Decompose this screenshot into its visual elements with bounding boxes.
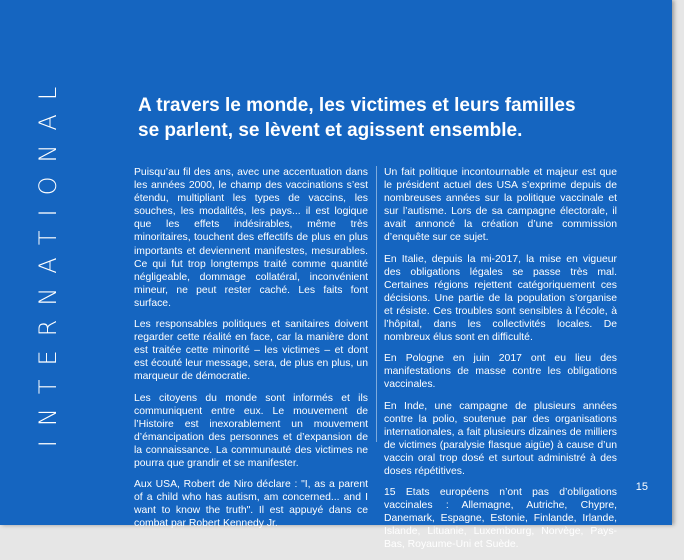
paragraph: 15 Etats européens n’ont pas d’obligations vaccinales : Allemagne, Autriche, Chypre, Danemark, Espagne, Estonie, Finlande, Irlande, Islande, Lituanie, Luxembourg, Norvège, Pays-Bas, Royaume-Uni et Suède. xyxy=(384,487,617,551)
paragraph: En Italie, depuis la mi-2017, la mise en vigueur des obligations légales se passe très mal. Certaines régions rejettent catégoriquement ces décisions. Une partie de la population s’organise et résiste. Ces troubles sont sensibles à l’école, à l’hôpital, dans les collectivités locales. De nombreux élus sont en difficulté. xyxy=(384,253,617,344)
column-divider xyxy=(376,166,377,442)
left-column xyxy=(134,166,368,538)
paragraph: Les citoyens du monde sont informés et ils communiquent entre eux. Le mouvement de l’Histoire est inexorablement un mouvement d’émancipation des personnes et d’expansion de la connaissance. La communauté des victimes ne pourra que grandir et se manifester. xyxy=(134,392,368,469)
paragraph: Un fait politique incontournable et majeur est que le président actuel des USA s’exprime depuis de nombreuses années sur la politique vaccinale et sur l’autisme. Lors de sa campagne électorale, il avait annoncé la création d’une commission d’enquête sur ce sujet. xyxy=(384,167,617,244)
paragraph: Aux USA, Robert de Niro déclare : "I, as a parent of a child who has autism, am concerned... and I want to know the truth". Il est appuyé dans ce combat par Robert Kennedy Jr. xyxy=(134,479,368,530)
headline: A travers le monde, les victimes et leurs familles se parlent, se lèvent et agissent ensemble. xyxy=(138,95,576,141)
right-column xyxy=(384,166,617,560)
paragraph: En Inde, une campagne de plusieurs années contre la polio, soutenue par des organisations internationales, a fait plusieurs dizaines de milliers de victimes (paralysie flasque aigüe) à cause d’un vaccin oral trop dosé et surtout administré à des doses répétitives. xyxy=(384,400,617,477)
paragraph: Puisqu’au fil des ans, avec une accentuation dans les années 2000, le champ des vaccinations s’est étendu, multipliant les types de vaccins, les souches, les modalités, les pays... il est logique que les effets indésirables, même très minoritaires, touchent des effectifs de plus en plus importants et deviennent manifestes, mesurables. Ce qui fut trop longtemps traité comme quantité négligeable, dommage collatéral, inconvénient mineur, ne peut rester caché. Les faits font surface. xyxy=(134,167,368,309)
paragraph: En Pologne en juin 2017 ont eu lieu des manifestations de masse contre les obligations vaccinales. xyxy=(384,353,617,391)
paragraph: Les responsables politiques et sanitaires doivent regarder cette réalité en face, car la manière dont est traitée cette minorité – les victimes – et dont est écouté leur message, sera, de plus en plus, un marqueur de démocratie. xyxy=(134,319,368,383)
page-number: 15 xyxy=(635,481,648,493)
section-title: INTERNATIONAL xyxy=(34,72,62,448)
